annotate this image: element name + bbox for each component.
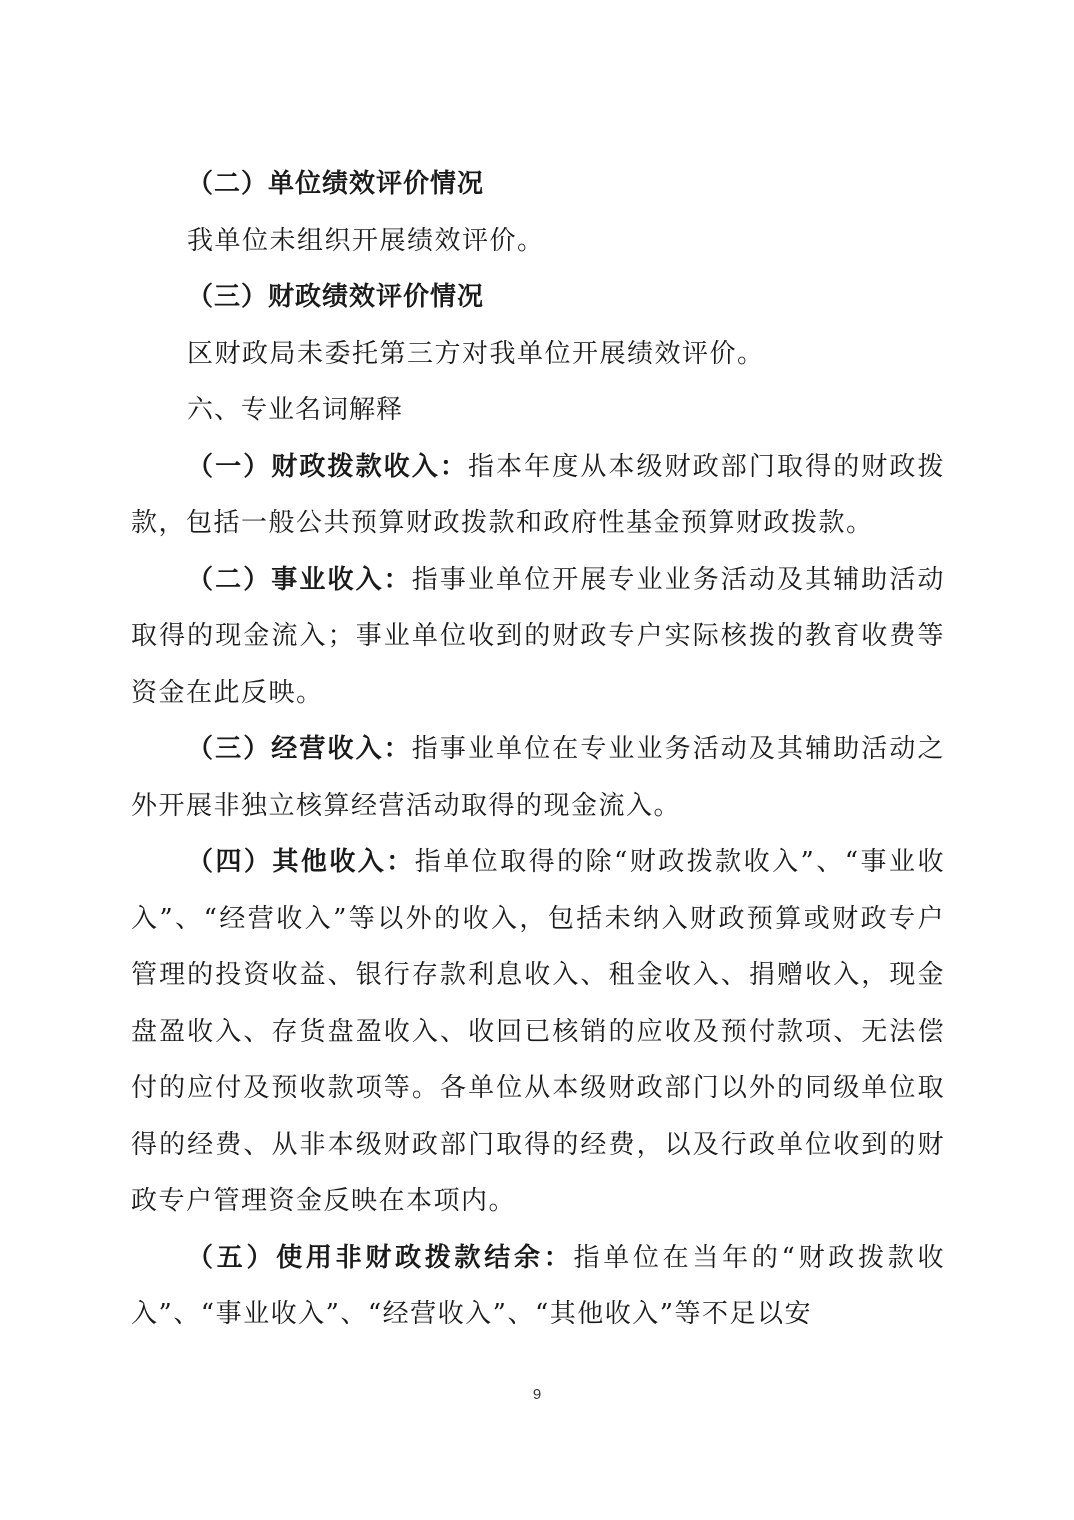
section-body-finance-performance: 区财政局未委托第三方对我单位开展绩效评价。 [187,338,765,369]
definition-operating-income [131,721,945,834]
page-content [131,156,945,1343]
definition-fiscal-appropriation [131,439,945,552]
definition-other-income [131,834,945,1230]
definition-term: （四）其他收入： [187,847,415,877]
definition-text: 指事业单位开展专业业务活动及其辅助活动取得的现金流入；事业单位收到的财政专户实际核拨的教育收费等资金在此反映。 [131,564,945,708]
definition-text: 指本年度从本级财政部门取得的财政拨款，包括一般公共预算财政拨款和政府性基金预算财政拨款。 [131,451,945,538]
section-body-unit-performance: 我单位未组织开展绩效评价。 [187,225,545,256]
definition-text: 指单位取得的除“财政拨款收入”、“事业收入”、“经营收入”等以外的收入，包括未纳入财政预算或财政专户管理的投资收益、银行存款利息收入、租金收入、捐赠收入，现金盘盈收入、存货盘盈收入、收回已核销的应收及预付款项、无法偿付的应付及预收款项等。各单位从本级财政部门以外的同级单位取得的经费、从非本级财政部门取得的经费，以及行政单位收到的财政专户管理资金反映在本项内。 [131,847,945,1216]
definition-term: （五）使用非财政拨款结余： [187,1242,574,1273]
definition-text: 指事业单位在专业业务活动及其辅助活动之外开展非独立核算经营活动取得的现金流入。 [131,734,945,821]
definition-text: 指单位在当年的“财政拨款收入”、“事业收入”、“经营收入”、“其他收入”等不足以安 [131,1242,945,1329]
definition-term: （二）事业收入： [187,564,412,595]
definition-term: （一）财政拨款收入： [187,451,468,482]
section-title-glossary: 六、专业名词解释 [187,395,404,425]
definition-non-fiscal-surplus [131,1230,945,1343]
definition-term: （三）经营收入： [187,734,412,764]
section-heading-unit-performance: （二）单位绩效评价情况 [187,169,485,199]
page-number: 9 [532,1386,542,1403]
definition-business-income [131,552,945,722]
section-heading-finance-performance: （三）财政绩效评价情况 [187,282,485,312]
